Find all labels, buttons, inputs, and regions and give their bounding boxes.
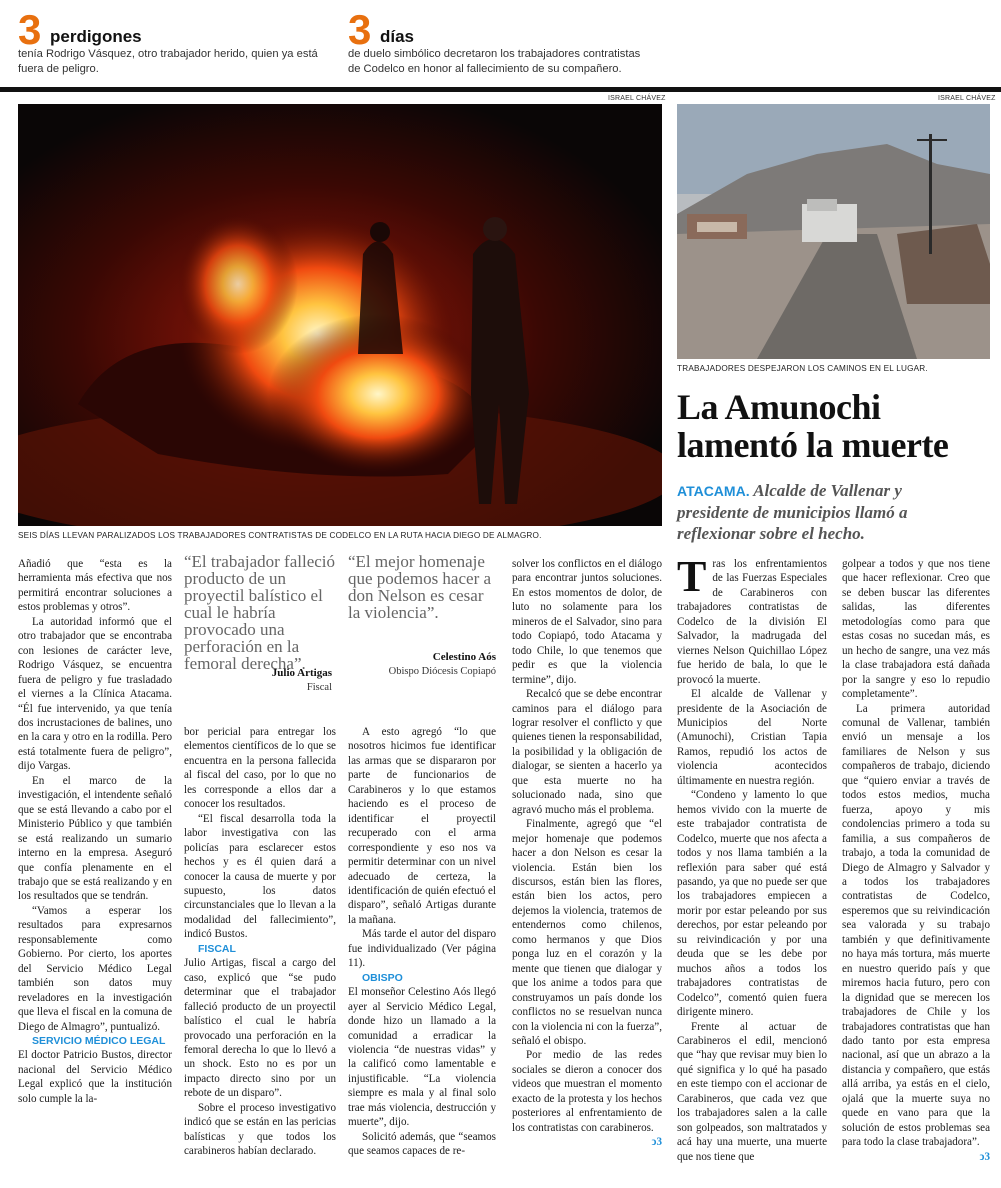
stat-desc-dias — [348, 47, 640, 77]
lead-text: Alcalde de Vallenar y presidente de municipios llamó a reflexionar sobre el hecho. — [677, 481, 908, 543]
pull-quote-aos: “El mejor homenaje que podemos hacer a don Nelson es cesar la violencia”. — [348, 552, 492, 622]
subheading-obispo: OBISPO — [362, 971, 403, 984]
paragraph: Por medio de las redes sociales se dieron a conocer dos videos que muestran el momento exacto de la protesta y los hechos posteriores al enfrentamiento de los contratistas con carabineros. — [512, 1049, 662, 1134]
paragraph: Más tarde el autor del disparo fue individualizado (Ver página 11). — [348, 928, 496, 970]
paragraph: La autoridad informó que el otro trabajador que se encontraba con lesiones de carácter leve, Rodrigo Vásquez, se encuentra fuera de peligro y fue trasladado el viernes a la Clínica Atacama. “Él fue intervenido, ya que tenía dos incrustaciones de balines, uno en la cara y otro en la rodilla. Pero está totalmente fuera de peligro”, dijo Vargas. — [18, 615, 172, 773]
stat-desc-line: tenía Rodrigo Vásquez, otro trabajador herido, quien ya está — [18, 48, 318, 60]
section-divider — [0, 87, 1001, 92]
main-photo — [18, 104, 662, 526]
paragraph-text: ras los enfrentamientos de las Fuerzas Especiales de Carabineros con trabajadores contratistas de Codelco de la división El Salvador, la madrugada del viernes Nelson Quichillao López fue herido de bala, lo que le provocó la muerte. — [677, 558, 827, 686]
pull-quote-artigas: “El trabajador falleció producto de un proyectil balístico el cual le habría provocado una perforación en la femoral derecha”. — [184, 552, 336, 673]
paragraph: “Vamos a esperar los resultados para expresarnos responsablemente como Gobierno. Por cierto, los aportes del Servicio Médico Legal también son datos muy reveladores en la investigación que lleva el fiscal en la comuna de Diego de Almagro”, puntualizó. — [18, 904, 172, 1033]
headline-line: lamentó la muerte — [677, 425, 949, 465]
side-photo-caption: TRABAJADORES DESPEJARON LOS CAMINOS EN EL LUGAR. — [677, 364, 928, 373]
article-column-2 — [184, 725, 336, 1177]
paragraph: bor pericial para entregar los elementos científicos de lo que se encuentra en la persona fallecida al fiscal del caso, por lo que no les corresponde a ellos dar a conocer los resultados. — [184, 726, 336, 811]
headline — [677, 388, 997, 464]
pull-quote-artigas-name: Julio Artigas — [271, 667, 332, 679]
article-column-5 — [677, 557, 827, 1177]
article-column-6 — [842, 557, 990, 1177]
lead-tag: ATACAMA. — [677, 483, 750, 499]
article-column-4 — [512, 557, 662, 1177]
pull-quote-artigas-role: Fiscal — [306, 682, 332, 693]
lead-paragraph — [677, 480, 977, 544]
subheading-servicio-medico-legal: SERVICIO MÉDICO LEGAL — [32, 1034, 166, 1047]
paragraph: Sobre el proceso investigativo indicó que se están en las pericias balísticas y que todos los carabineros habían declarado. — [184, 1101, 336, 1158]
stat-number-dias: 3 — [348, 6, 372, 53]
stat-desc-line: de Codelco en honor al fallecimiento de su compañero. — [348, 63, 622, 75]
stat-desc-line: fuera de peligro. — [18, 63, 99, 75]
paragraph: Finalmente, agregó que “el mejor homenaje que podemos hacer a don Nelson es cesar la violencia. Están bien los discursos, están bien las flores, están bien los actos, pero dejemos la violencia, tratemos de entendernos como chilenos, como hermanos y que Dios ponga luz en el corazón y la mente que tienen que dialogar y que los anime a todos para que construyamos un país donde los conflictos no se resuelvan nunca con la violencia ni con la fuerza”, señaló el obispo. — [512, 818, 662, 1047]
end-mark — [512, 1135, 662, 1149]
end-mark — [842, 1150, 990, 1164]
drop-cap: T — [677, 557, 707, 601]
stat-number-perdigones: 3 — [18, 6, 42, 53]
paragraph: “El fiscal desarrolla toda la labor investigativa con las policías para esclarecer estos hechos y es él quien dará a conocer la causa de muerte y por supuesto, los datos circunstanciales que lo llevan a la modalidad del fallecimiento”, indicó Bustos. — [184, 812, 336, 941]
main-photo-caption: SEIS DÍAS LLEVAN PARALIZADOS LOS TRABAJADORES CONTRATISTAS DE CODELCO EN LA RUTA HACIA DIEGO DE ALMAGRO. — [18, 531, 542, 540]
subheading-fiscal: FISCAL — [198, 942, 236, 955]
paragraph: “Condeno y lamento lo que hemos vivido con la muerte de este trabajador contratista de Codelco, muerte que nos afecta a todos y nos llama también a la reflexión para saber qué está pasando, ya que no puede ser que los trabajadores empiecen a morir por estar peleando por sus derechos, por estar peleando por su reivindicación y por una deuda que se les debe por muchos años a todos los trabajadores contratistas de Codelco”, comentó quien fuera dirigente minero. — [677, 789, 827, 1019]
article-column-1 — [18, 557, 172, 1177]
paragraph — [677, 557, 827, 687]
headline-line: La Amunochi — [677, 387, 881, 427]
stat-word-perdigones: perdigones — [50, 27, 142, 46]
pull-quote-aos-name: Celestino Aós — [432, 651, 496, 663]
paragraph: El monseñor Celestino Aós llegó ayer al Servicio Médico Legal, donde hizo un llamado a la comunidad a erradicar la violencia “de nuestras vidas” y la calificó como lamentable e injustificable. “La violencia siempre es mala y al final solo trae más violencia, destrucción y muerte”, dijo. — [348, 986, 496, 1129]
paragraph: Frente al actuar de Carabineros el edil, mencionó que “hay que revisar muy bien lo qué significa y lo qué ha pasado en este tiempo con el accionar de Carabineros, que cada vez que los trabajadores salen a la calle son golpeados, son maltratados y acá hay una muerte, una muerte que nos tiene que — [677, 1020, 827, 1163]
paragraph: A esto agregó “lo que nosotros hicimos fue identificar las armas que se dispararon por parte de funcionarios de Carabineros y lo que estamos haciendo es el proceso de identificar el proyectil recuperado con el arma correspondiente y eso nos va permitir determinar con un nivel adecuado de certeza, la identificación de quién efectuó el disparo”, señaló Artigas durante la mañana. — [348, 726, 496, 926]
stat-desc-perdigones — [18, 47, 318, 77]
pull-quote-aos-role: Obispo Diócesis Copiapó — [388, 666, 496, 677]
side-photo — [677, 104, 990, 359]
paragraph: Julio Artigas, fiscal a cargo del caso, explicó que “se pudo determinar que el trabajador falleció producto de un proyectil balístico el cual le habría provocado una perforación en la femoral derecha lo que lo llevó a un shock. Esto no es por un impacto directo sino por un rebote de un disparo”. — [184, 957, 336, 1100]
paragraph: golpear a todos y que nos tiene que hacer reflexionar. Creo que se deben buscar las diferentes salidas, las diferentes metodologías como para que estas cosas no sucedan más, es un hecho de sangre, una vez más la clase trabajadora está dañada por la sangre y eso lo repudio completamente”. — [842, 558, 990, 701]
stat-word-dias: días — [380, 27, 415, 46]
side-photo-credit: ISRAEL CHÁVEZ — [938, 95, 996, 102]
paragraph: El doctor Patricio Bustos, director nacional del Servicio Médico Legal explicó que la institución solo cumple la la- — [18, 1049, 172, 1105]
stat-desc-line: de duelo simbólico decretaron los trabajadores contratistas — [348, 48, 641, 60]
paragraph: Añadió que “esta es la herramienta más efectiva que nos permitirá encontrar soluciones a estos problemas y otros”. — [18, 558, 172, 614]
article-column-3 — [348, 725, 496, 1177]
paragraph: La primera autoridad comunal de Vallenar, también envió un mensaje a los familiares de Nelson y sus compañeros de trabajo, diciendo que “quiero enviar a través de todos estos medios, mucha fuerza, apoyo y mis condolencias primero a toda su familia, a sus compañeros de trabajo, a toda la comunidad de Diego de Almagro y Salvador y a todos los trabajadores contratistas de Codelco, esperemos que su reivindicación sea valorada y su trabajo también y que definitivamente no haya más tortura, más muerte en nuestro querido país y que miremos hacia futuro, pero con la dignidad que se merecen los trabajadores de Chile y los trabajadores contratistas que han dado tanto por esta empresa nacional, así que un abrazo a la distancia y compañero, que estás allá arriba, ya estás en el cielo, ojalá que la muerte suya no quede en vano para que la solución de estos problemas sea para todo la clase trabajadora”. — [842, 702, 990, 1149]
end-mark-glyph: ↄ3 — [651, 1136, 662, 1149]
paragraph: El alcalde de Vallenar y presidente de la Asociación de Municipios del Norte (Amunochi), Cristian Tapia Ramos, repudió los actos de violencia acontecidos últimamente en nuestra región. — [677, 688, 827, 787]
paragraph: Recalcó que se debe encontrar caminos para el diálogo para lograr resolver el conflicto y que quienes tienen la responsabilidad, la posibilidad y la obligación de dialogar, se sienten a hacerlo ya que esta muerte no ha solucionado nada, sino que agravó mucho más el problema. — [512, 688, 662, 816]
main-photo-credit: ISRAEL CHÁVEZ — [608, 95, 666, 102]
end-mark-glyph: ↄ3 — [979, 1150, 990, 1163]
paragraph: En el marco de la investigación, el intendente señaló que se está llevando a cabo por el Ministerio Público y que también se está realizando un sumario interno en la empresa. Aseguró que confía plenamente en el trabajo que se está realizando y en los resultados que se tendrán. — [18, 774, 172, 903]
paragraph: solver los conflictos en el diálogo para encontrar juntos soluciones. En estos momentos de dolor, de luto no solamente para los mineros de el Salvador, sino para todo Copiapó, todo Atacama y todo Chile, lo que tenemos que pedir es que la violencia termine”, dijo. — [512, 558, 662, 686]
paragraph: Solicitó además, que “seamos que seamos capaces de re- — [348, 1130, 496, 1158]
